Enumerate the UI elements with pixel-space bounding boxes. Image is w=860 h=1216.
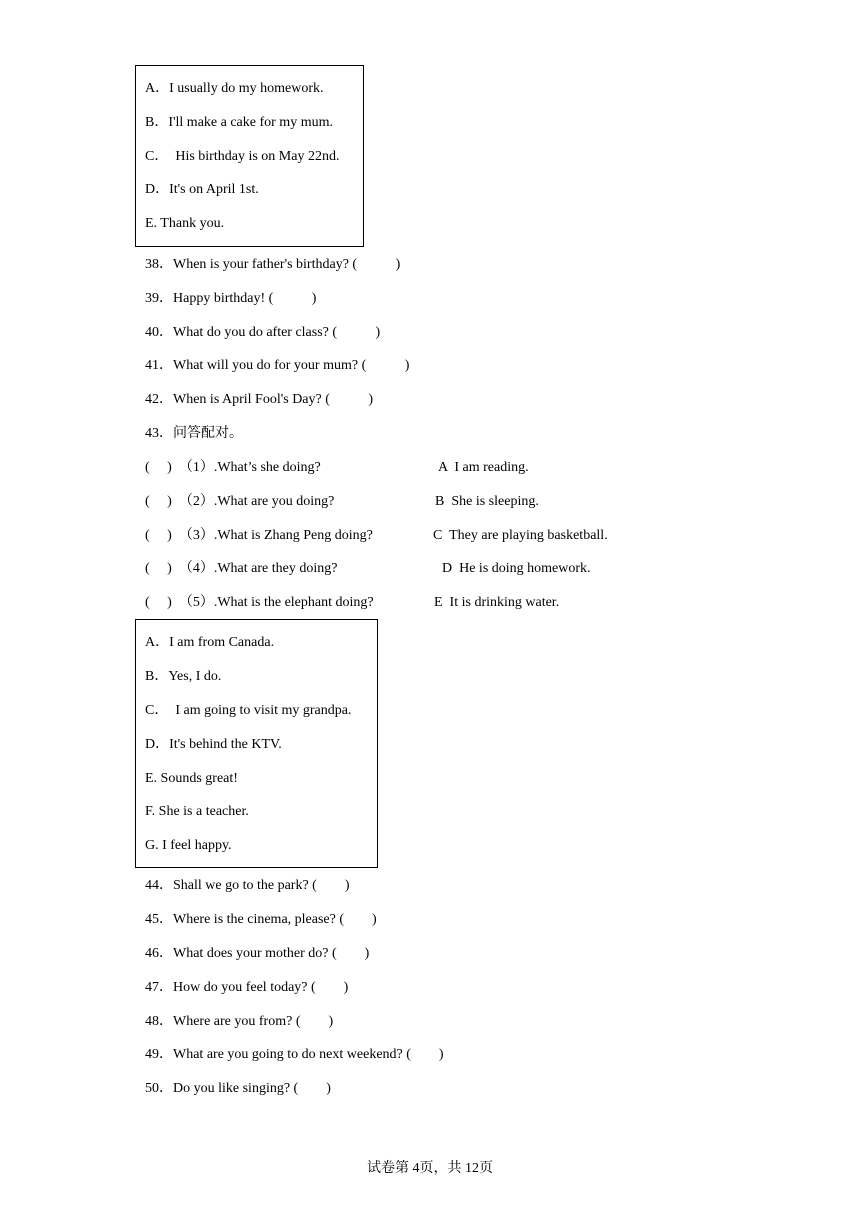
question-38: 38．When is your father's birthday? ( ) — [145, 257, 401, 272]
options-box-2 — [135, 619, 378, 868]
question-41: 41．What will you do for your mum? ( ) — [145, 358, 410, 373]
option-a: A．I am from Canada. — [145, 635, 275, 650]
question-49: 49．What are you going to do next weekend? ( ) — [145, 1047, 444, 1062]
question-42: 42．When is April Fool's Day? ( ) — [145, 392, 374, 407]
match-question-2: ( ) （2）.What are you doing? — [145, 494, 335, 509]
question-44: 44．Shall we go to the park? ( ) — [145, 878, 350, 893]
match-answer-a: A I am reading. — [438, 460, 529, 475]
question-45: 45．Where is the cinema, please? ( ) — [145, 912, 377, 927]
question-47: 47．How do you feel today? ( ) — [145, 980, 349, 995]
option-b: B．I'll make a cake for my mum. — [145, 115, 333, 130]
question-40: 40．What do you do after class? ( ) — [145, 325, 381, 340]
option-e: E. Thank you. — [145, 216, 225, 231]
option-c: C． I am going to visit my grandpa. — [145, 703, 352, 718]
option-b: B．Yes, I do. — [145, 669, 222, 684]
question-43-title: 43．问答配对。 — [145, 426, 243, 441]
option-d: D．It's behind the KTV. — [145, 737, 282, 752]
match-question-5: ( ) （5）.What is the elephant doing? — [145, 595, 374, 610]
question-50: 50．Do you like singing? ( ) — [145, 1081, 331, 1096]
page-footer: 试卷第 4页，共 12页 — [367, 1161, 493, 1176]
option-g: G. I feel happy. — [145, 838, 232, 853]
option-a: A．I usually do my homework. — [145, 81, 324, 96]
option-f: F. She is a teacher. — [145, 804, 249, 819]
question-39: 39．Happy birthday! ( ) — [145, 291, 317, 306]
match-question-4: ( ) （4）.What are they doing? — [145, 561, 338, 576]
match-question-3: ( ) （3）.What is Zhang Peng doing? — [145, 528, 373, 543]
question-48: 48．Where are you from? ( ) — [145, 1014, 334, 1029]
question-46: 46．What does your mother do? ( ) — [145, 946, 370, 961]
option-d: D．It's on April 1st. — [145, 182, 259, 197]
match-answer-c: C They are playing basketball. — [433, 528, 608, 543]
option-e: E. Sounds great! — [145, 771, 238, 786]
option-c: C． His birthday is on May 22nd. — [145, 149, 340, 164]
match-answer-d: D He is doing homework. — [442, 561, 591, 576]
options-box-1 — [135, 65, 364, 247]
match-answer-b: B She is sleeping. — [435, 494, 539, 509]
match-answer-e: E It is drinking water. — [434, 595, 560, 610]
match-question-1: ( ) （1）.What’s she doing? — [145, 460, 321, 475]
